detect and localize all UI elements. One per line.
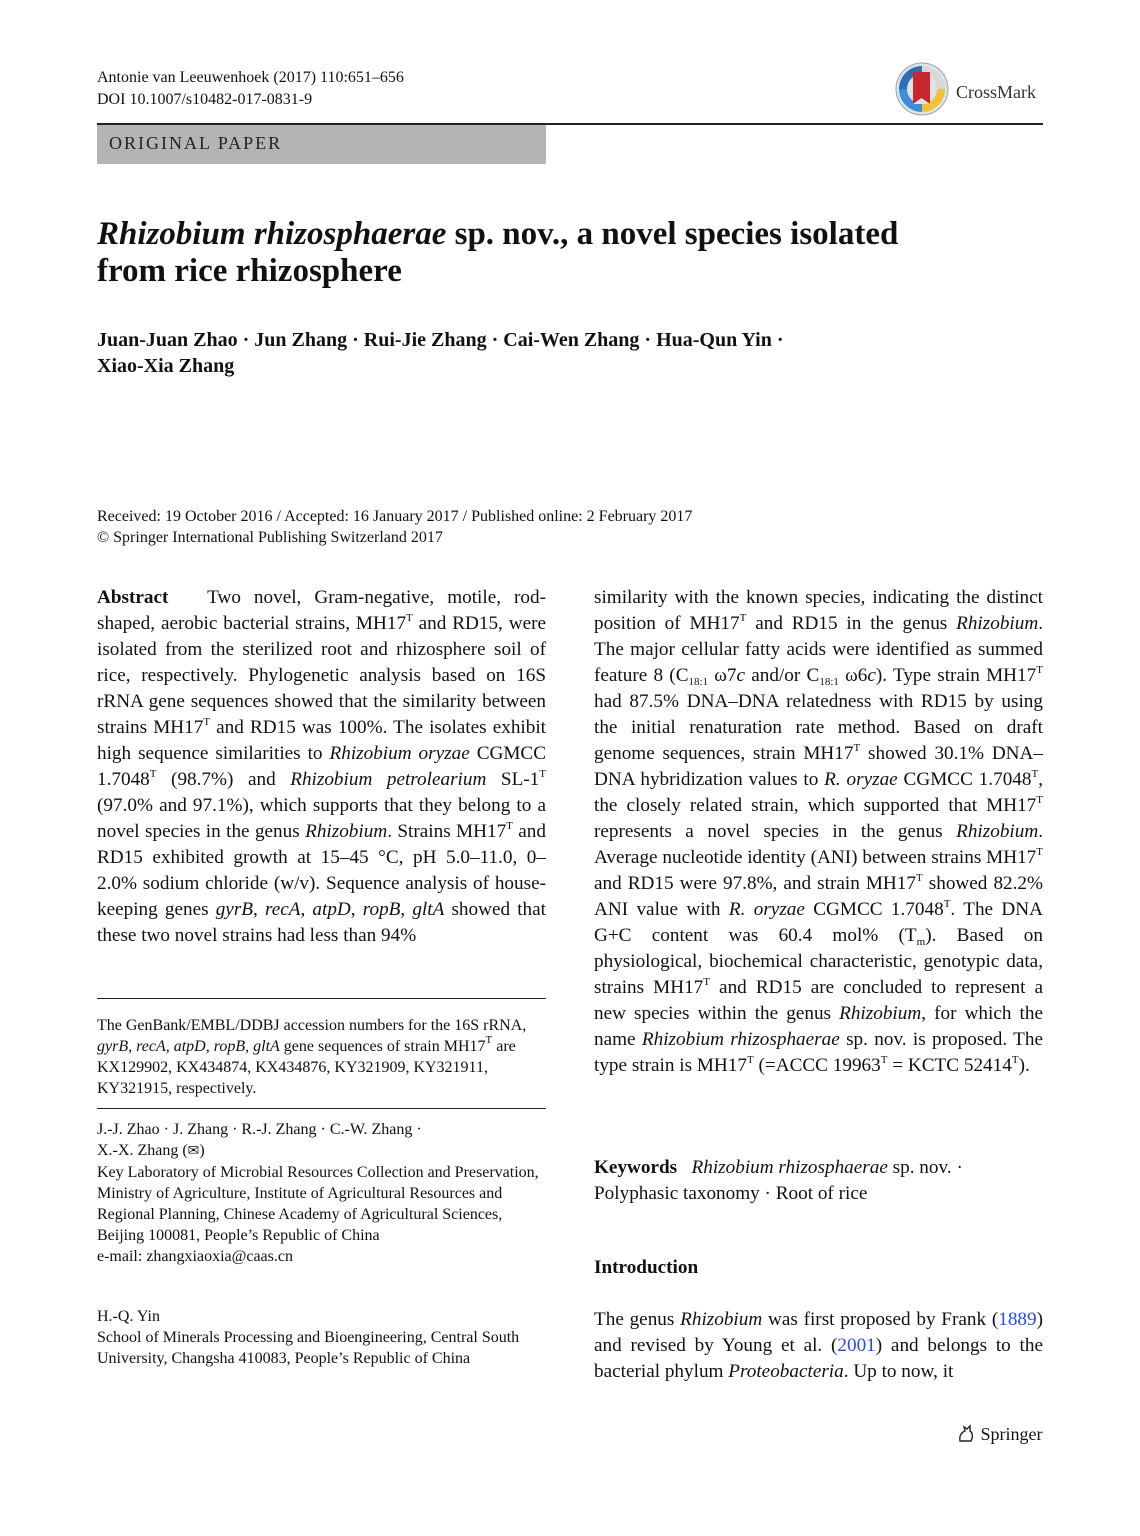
- abstract-text: ). Based on physiological, biochemical characteristic, genotypic data, strains MH17: [594, 925, 1043, 998]
- title-line2: from rice rhizosphere: [97, 253, 402, 289]
- keyword: sp. nov. ·: [887, 1157, 963, 1178]
- superscript: T: [746, 1054, 754, 1066]
- abstract-text: CGMCC 1.7048: [97, 743, 546, 790]
- springer-horse-icon: [956, 1423, 976, 1443]
- superscript: T: [1036, 664, 1043, 676]
- crossmark-icon: [894, 62, 952, 116]
- abstract-text: = KCTC 52414: [887, 1055, 1012, 1076]
- abstract-text: CGMCC 1.7048: [804, 899, 944, 920]
- abstract-text: . Strains MH17: [387, 821, 507, 842]
- genus-name: Rhizobium: [305, 821, 388, 842]
- corresponding-email[interactable]: e-mail: zhangxiaoxia@caas.cn: [97, 1248, 293, 1265]
- abstract-text: . The major cellular fatty acids were identified as summed feature 8 (C: [594, 613, 1043, 686]
- publication-dates: [97, 506, 1043, 548]
- abstract-text: CGMCC 1.7048: [897, 769, 1032, 790]
- intro-text: ) and revised by Young et al. (: [594, 1309, 1043, 1356]
- journal-citation: [97, 67, 404, 111]
- genus-name: Rhizobium: [956, 821, 1039, 842]
- abstract-text: Two novel, Gram-negative, motile, rod-shaped, aerobic bacterial strains, MH17: [97, 587, 546, 634]
- citation-link[interactable]: 1889: [998, 1309, 1037, 1330]
- gene-list: gyrB, recA, atpD, ropB, gltA: [97, 1038, 280, 1055]
- journal-line: Antonie van Leeuwenhoek (2017) 110:651–656: [97, 69, 404, 86]
- superscript: T: [943, 898, 951, 910]
- authors-line1: Juan-Juan Zhao · Jun Zhang · Rui-Jie Zhang · Cai-Wen Zhang · Hua-Qun Yin ·: [97, 329, 784, 351]
- abstract-text: ω6: [838, 665, 868, 686]
- affiliation-1: [97, 1119, 546, 1267]
- intro-text: ) and belongs to the bacterial phylum: [594, 1335, 1043, 1382]
- abstract-text: had 87.5% DNA–DNA relatedness with RD15 by using the initial renaturation rate method. Based on draft genome sequences, strain MH17: [594, 691, 1043, 764]
- abstract-text: and RD15, were isolated from the sterilized root and rhizosphere soil of rice, respectively. Phylogenetic analysis based on 16S rRNA gene sequences showed that the similarity between strains MH17: [97, 613, 547, 738]
- abstract-paragraph: Abstract Two novel, Gram-negative, motile, rod-shaped, aerobic bacterial strains, $MH17^T$ and RD15, were isolated from the sterilized root and rhizosphere soil of rice, respectively. Phylogenetic analysis based on 16S rRNA gene sequences showed that the similarity between strains $MH17^T$ and RD15 was 100%. The isolates exhibit high sequence similarities to Rhizobium oryzae CGMCC $1.7048^T$ (98.7%) and Rhizobium petrolearium $SL-1^T$ (97.0% and 97.1%), which supports that they belong to a novel species in the genus Rhizobium. Strains $MH17^T$ and RD15 exhibited growth at 15–45 °C, pH 5.0–11.0, 0–2.0% sodium chloride (w/v). Sequence analysis of house-keeping genes gyrB, recA, atpD, ropB, gltA showed that these two novel strains had less than 94%: [97, 587, 547, 946]
- abstract-text: showed that these two novel strains had less than 94%: [97, 899, 546, 946]
- footnote-text: gene sequences of strain MH17: [279, 1038, 486, 1055]
- abstract-text: (98.7%) and: [156, 769, 291, 790]
- superscript: T: [1011, 1054, 1019, 1066]
- dates-line: Received: 19 October 2016 / Accepted: 16 January 2017 / Published online: 2 February 2017: [97, 508, 693, 525]
- gene-name: gyrB: [215, 899, 254, 920]
- abstract-text: ω7: [708, 665, 737, 686]
- superscript: T: [915, 872, 923, 884]
- introduction-heading: Introduction: [594, 1257, 699, 1278]
- keyword: Rhizobium rhizosphaerae: [691, 1157, 888, 1178]
- abstract-text: sp. nov. is proposed. The type strain is MH17: [594, 1029, 1043, 1076]
- abstract-text: . The DNA G+C content was 60.4 mol% (T: [594, 899, 1043, 946]
- superscript: T: [149, 768, 157, 780]
- italic-letter: c: [867, 665, 876, 686]
- springer-logo: [956, 1423, 1043, 1445]
- envelope-icon[interactable]: ✉: [187, 1143, 200, 1159]
- affiliation-2: [97, 1306, 546, 1369]
- author-list: [97, 327, 997, 379]
- abstract-text: and RD15 are concluded to represent a new species within the genus: [594, 977, 1043, 1024]
- affiliation-address: Key Laboratory of Microbial Resources Collection and Preservation, Ministry of Agriculture, Institute of Agricultural Resources and Regional Planning, Chinese Academy of Agricultural Sciences, Beijing 100081, People’s Republic of China: [97, 1164, 539, 1244]
- superscript: T: [1036, 794, 1043, 806]
- section-label: ORIGINAL PAPER: [109, 133, 283, 153]
- abstract-text: . Average nucleotide identity (ANI) between strains MH17: [594, 821, 1043, 868]
- species-name: Rhizobium oryzae: [329, 743, 470, 764]
- doi-line[interactable]: DOI 10.1007/s10482-017-0831-9: [97, 91, 313, 108]
- footnote-text: The GenBank/EMBL/DDBJ accession numbers for the 16S rRNA,: [97, 1017, 527, 1034]
- authors-line2: Xiao-Xia Zhang: [97, 355, 235, 377]
- abstract-paragraph-continued: [594, 585, 1043, 1079]
- affiliation-names: J.-J. Zhao · J. Zhang · R.-J. Zhang · C.-W. Zhang ·: [97, 1121, 422, 1138]
- copyright-line: © Springer International Publishing Switzerland 2017: [97, 529, 443, 546]
- genus-name: Rhizobium: [680, 1309, 763, 1330]
- subscript: 18:1: [688, 676, 709, 688]
- gene-name: ropB: [362, 899, 401, 920]
- footnote-rule: [97, 998, 546, 999]
- accession-footnote: [97, 1015, 546, 1099]
- intro-text: was first proposed by Frank (: [762, 1309, 999, 1330]
- intro-text: The genus: [594, 1309, 681, 1330]
- superscript: T: [1036, 846, 1043, 858]
- keywords: [594, 1155, 1043, 1207]
- abstract-left: [97, 585, 546, 949]
- species-name: R. oryzae: [824, 769, 898, 790]
- article-title: [97, 216, 997, 290]
- affiliation-names: ): [199, 1142, 205, 1159]
- publisher-name: Springer: [980, 1424, 1043, 1444]
- introduction-text: [594, 1307, 1043, 1385]
- superscript: T: [853, 742, 861, 754]
- abstract-text: represents a novel species in the genus: [594, 821, 957, 842]
- superscript: T: [703, 976, 710, 988]
- superscript: T: [1031, 768, 1039, 780]
- subscript: m: [916, 936, 926, 948]
- genus-name: Rhizobium: [839, 1003, 922, 1024]
- abstract-text: SL-1: [486, 769, 540, 790]
- superscript: T: [406, 612, 413, 624]
- abstract-text: and RD15 exhibited growth at 15–45 °C, pH 5.0–11.0, 0–2.0% sodium chloride (w/v). Sequence analysis of house-keeping genes: [97, 821, 546, 920]
- crossmark-badge[interactable]: [894, 62, 1044, 116]
- superscript: T: [506, 820, 513, 832]
- abstract-text: and/or C: [745, 665, 820, 686]
- superscript: T: [539, 768, 547, 780]
- abstract-text: and RD15 were 97.8%, and strain MH17: [594, 873, 916, 894]
- species-name: Rhizobium rhizosphaerae: [641, 1029, 840, 1050]
- affiliation-names: X.-X. Zhang (: [97, 1142, 188, 1159]
- gene-name: recA: [264, 899, 301, 920]
- genus-name: Rhizobium: [956, 613, 1039, 634]
- superscript: T: [739, 612, 747, 624]
- gene-name: atpD: [312, 899, 351, 920]
- crossmark-label: CrossMark: [956, 82, 1036, 102]
- title-species: Rhizobium rhizosphaerae: [97, 216, 447, 252]
- intro-text: . Up to now, it: [843, 1361, 954, 1382]
- footnote-text: are KX129902, KX434874, KX434876, KY321909, KY321911, KY321915, respectively.: [97, 1038, 516, 1097]
- italic-letter: c: [736, 665, 746, 686]
- affiliation-address: School of Minerals Processing and Bioengineering, Central South University, Changsha 410083, People’s Republic of China: [97, 1329, 520, 1367]
- abstract-right: [594, 585, 1043, 1079]
- title-rest-line1: sp. nov., a novel species isolated: [446, 216, 899, 252]
- footnote-rule: [97, 1108, 546, 1109]
- species-name: Rhizobium petrolearium: [290, 769, 487, 790]
- subscript: 18:1: [819, 676, 839, 688]
- keywords-label: Keywords: [594, 1157, 678, 1178]
- phylum-name: Proteobacteria: [728, 1361, 844, 1382]
- abstract-text: showed 30.1% DNA–DNA hybridization values to: [594, 743, 1043, 790]
- abstract-text: showed 82.2% ANI value with: [594, 873, 1043, 920]
- abstract-text: and RD15 was 100%. The isolates exhibit high sequence similarities to: [97, 717, 547, 764]
- abstract-text: (97.0% and 97.1%), which supports that they belong to a novel species in the genus: [97, 795, 546, 842]
- abstract-label: Abstract: [97, 587, 169, 608]
- abstract-text: ).: [1018, 1055, 1030, 1076]
- superscript: T: [203, 716, 211, 728]
- section-band: [97, 125, 546, 164]
- gene-name: gltA: [412, 899, 445, 920]
- affiliation-names: H.-Q. Yin: [97, 1308, 160, 1325]
- species-name: R. oryzae: [728, 899, 805, 920]
- keyword: Polyphasic taxonomy · Root of rice: [594, 1183, 868, 1204]
- abstract-text: (=ACCC 19963: [753, 1055, 881, 1076]
- citation-link[interactable]: 2001: [837, 1335, 876, 1356]
- abstract-text: , the closely related strain, which supported that MH17: [594, 769, 1044, 816]
- abstract-text: , for which the name: [594, 1003, 1043, 1050]
- abstract-text: and RD15 in the genus: [746, 613, 957, 634]
- abstract-text: ). Type strain MH17: [875, 665, 1037, 686]
- superscript: T: [880, 1054, 888, 1066]
- superscript: T: [485, 1034, 493, 1046]
- abstract-text: similarity with the known species, indicating the distinct position of MH17: [594, 587, 1043, 634]
